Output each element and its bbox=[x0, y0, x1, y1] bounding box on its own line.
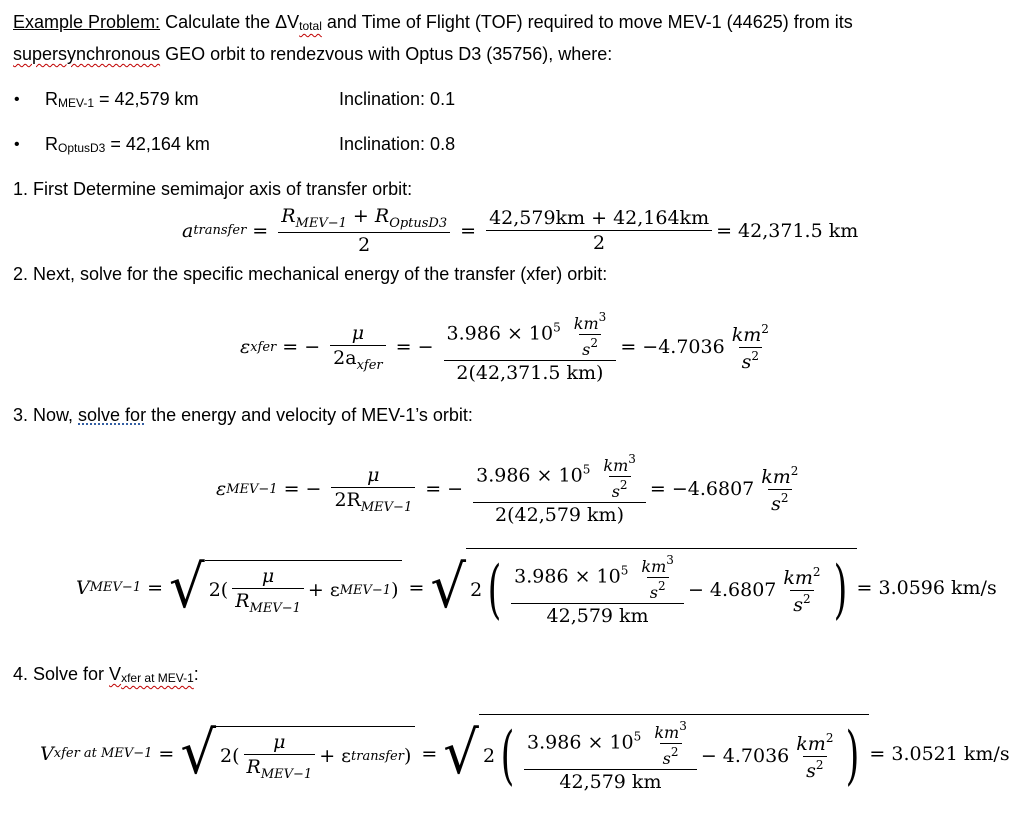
step-4: 4. Solve for $V_{xfer at MEV-1}$: bbox=[13, 664, 199, 685]
equation-a-transfer: a transfer = $\frac{R_{MEV-1} + R_{OptusD3}}{2}$ = $\frac{42,579km + 42,164km}{2}$ = 42,371.5 km bbox=[182, 205, 859, 256]
step-3: 3. Now, solve for the energy and velocity of MEV-1’s orbit: bbox=[13, 405, 473, 425]
equation-velocity-xfer: V xfer at MEV−1 = √ 2( $\frac{\mu}{R_{MEV-1}}$ + ε transfer ) = √ 2 ( $3.986 \times 10^5$ $\frac{km^3}{s^2}$ 42,579 km − 4.7036 $\frac{km^2}{s^2}$ ) = 3.0521 km/s bbox=[40, 714, 1010, 793]
step-2: 2. Next, solve for the specific mechanical energy of the transfer (xfer) orbit: bbox=[13, 264, 608, 284]
equation-velocity-mev: V MEV−1 = √ 2( $\frac{\mu}{R_{MEV-1}}$ + ε MEV−1 ) = √ 2 ( $3.986 \times 10^5$ $\frac{km^3}{s^2}$ 42,579 km − 4.6807 $\frac{km^2}{s^2}$ ) = 3.0596 km/s bbox=[76, 548, 997, 627]
given-inc-mev: Inclination: 0.1 bbox=[339, 89, 456, 109]
equation-energy-mev: ε MEV−1 = − $\frac{\mu}{2R_{MEV-1}}$ = − $3.986 \times 10^5$ $\frac{km^3}{s^2}$ 2(42,579 km) = −4.6807 $\frac{km^2}{s^2}$ bbox=[216, 452, 799, 526]
example-label: Example Problem: bbox=[13, 12, 161, 32]
bullet-icon: • bbox=[14, 91, 20, 108]
step-1: 1. First Determine semimajor axis of transfer orbit: bbox=[13, 179, 413, 199]
bullet-icon: • bbox=[14, 136, 20, 153]
equation-energy-xfer: ε xfer = − $\frac{\mu}{2a_{xfer}}$ = − $3.986 \times 10^5$ $\frac{km^3}{s^2}$ 2(42,371.5 km) = −4.7036 $\frac{km^2}{s^2}$ bbox=[240, 310, 769, 384]
problem-title-line2: supersynchronous GEO orbit to rendezvous with Optus D3 (35756), where: bbox=[13, 44, 613, 64]
given-r-optus: $R_{OptusD3} = 42,164$ km bbox=[45, 134, 210, 155]
given-inc-optus: Inclination: 0.8 bbox=[339, 134, 456, 154]
given-r-mev: $R_{MEV-1} = 42,579$ km bbox=[45, 89, 199, 110]
problem-title-line1: Example Problem: Calculate the $\Delta V_{total}$ and Time of Flight (TOF) required to move MEV-1 (44625) from its bbox=[13, 12, 853, 33]
